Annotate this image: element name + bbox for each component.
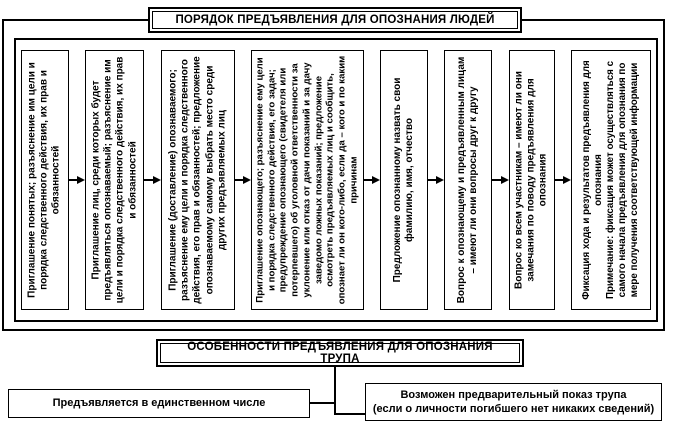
- step-box-1: [21, 50, 69, 310]
- arrow-right-icon: [364, 176, 380, 185]
- title-corpse-box: [156, 339, 524, 367]
- title-people-label: ПОРЯДОК ПРЕДЪЯВЛЕНИЯ ДЛЯ ОПОЗНАНИЯ ЛЮДЕЙ: [152, 11, 518, 29]
- step-4-label: Приглашение опознающего; разъяснение ему цели и порядка следственного действия, его задач; предупреждение опознающего (свидетеля или потерпевшего) об уголовной ответственности за уклонение или отказ от дачи показаний и за дачу заведомо ложных показаний; предложение осмотреть предъявляемых лиц и сообщить, опознает ли он кого-либо, если да – кого и по каким причинам: [254, 55, 360, 305]
- arrow-right-icon: [492, 176, 508, 185]
- step-box-3: [161, 50, 235, 310]
- step-8-note-label: Примечание:: [605, 235, 616, 300]
- step-8-note-text: фиксация может осуществляться с самого начала предъявления для опознания по мере получения соответствующей информации: [605, 60, 640, 298]
- step-5-label: Предложение опознанному назвать свои фамилию, имя, отчество: [391, 77, 416, 283]
- arrow-right-icon: [69, 176, 85, 185]
- arrow-right-icon: [144, 176, 160, 185]
- step-6-label: Вопрос к опознающему и предъявленным лицам – имеют ли они вопросы друг к другу: [456, 56, 480, 304]
- step-8-main-text: Фиксация хода и результатов предъявления для опознания: [581, 60, 605, 300]
- corpse-preview-line2: (если о личности погибшего нет никаких сведений): [372, 403, 655, 415]
- step-box-6: [444, 50, 492, 310]
- step-box-8: [571, 50, 651, 310]
- title-people-box: [148, 7, 522, 33]
- arrow-right-icon: [235, 176, 251, 185]
- step-box-7: [509, 50, 555, 310]
- step-3-label: Приглашение (доставление) опознаваемого; разъяснение ему цели и порядка следственного действия, его прав и обязанностей; предложение опознаваемому самому выбрать место среди других предъявляемых лиц: [167, 56, 227, 304]
- step-box-2: [85, 50, 144, 310]
- connector-stem-line: [334, 367, 336, 415]
- step-8-label: [581, 55, 641, 305]
- step-7-label: Вопрос ко всем участникам – имеют ли они замечания по поводу предъявления для опознания: [513, 71, 549, 289]
- corpse-singular-label: Предъявляется в единственном числе: [52, 397, 266, 410]
- arrow-right-icon: [428, 176, 444, 185]
- step-box-5: [380, 50, 428, 310]
- steps-container: [14, 38, 658, 322]
- corpse-preview-line1: Возможен предварительный показ трупа: [400, 388, 627, 401]
- corpse-singular-box: [8, 389, 310, 418]
- step-2-label: Приглашение лиц, среди которых будет предъявляться опознаваемый; разъяснение им цели и порядка следственного действия, их прав и обязанностей: [90, 56, 138, 304]
- step-8-note: [605, 55, 641, 305]
- connector-left-line: [309, 402, 336, 404]
- arrow-right-icon: [555, 176, 571, 185]
- corpse-preview-box: [365, 383, 662, 421]
- title-corpse-label: ОСОБЕННОСТИ ПРЕДЪЯВЛЕНИЯ ДЛЯ ОПОЗНАНИЯ ТРУПА: [160, 343, 520, 363]
- connector-right-line: [334, 413, 366, 415]
- step-1-label: Приглашение понятых; разъяснение им цели и порядка следственного действия, их прав и обязанностей: [26, 62, 63, 298]
- step-box-4: [251, 50, 364, 310]
